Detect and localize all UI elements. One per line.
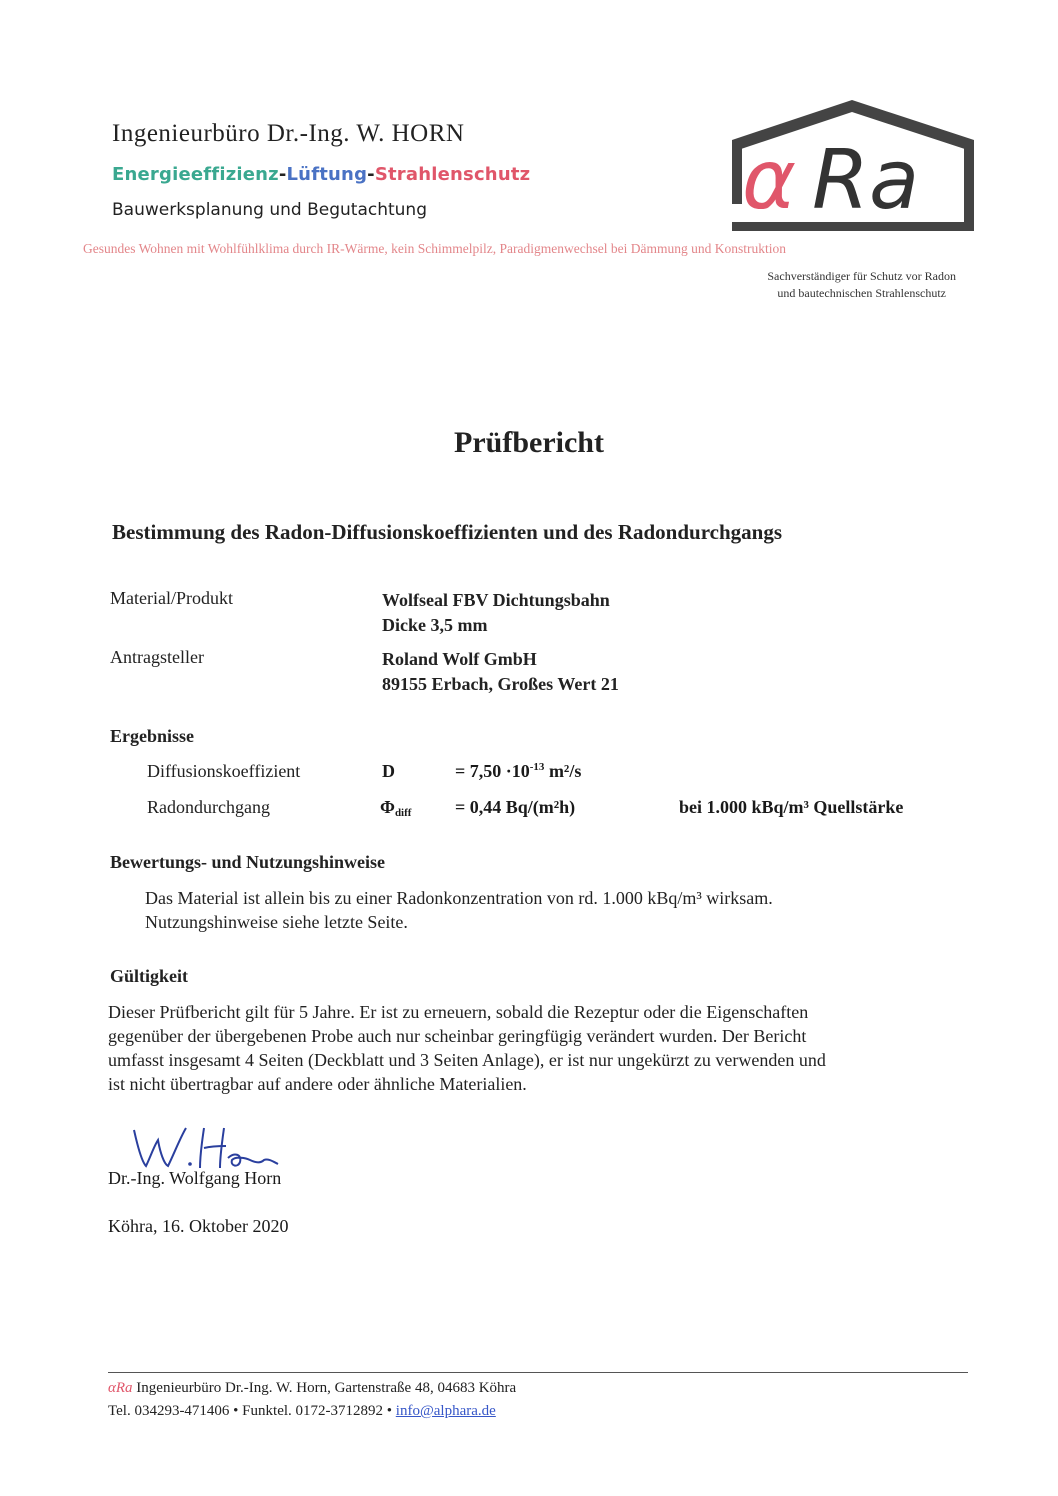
logo-alpha: α bbox=[742, 133, 797, 228]
footer-email-link[interactable]: info@alphara.de bbox=[395, 1403, 496, 1419]
diffusion-symbol: D bbox=[382, 761, 395, 781]
slogan-ventilation: Lüftung bbox=[286, 164, 368, 185]
validity-heading: Gültigkeit bbox=[110, 966, 189, 986]
logo-ra: Ra bbox=[812, 133, 920, 228]
signer-name: Dr.-Ing. Wolfgang Horn bbox=[108, 1168, 282, 1188]
company-logo bbox=[728, 96, 978, 236]
footer-address-text: Ingenieurbüro Dr.-Ing. W. Horn, Gartenstraße 48, 04683 Köhra bbox=[132, 1380, 517, 1396]
footer-phone: Tel. 034293-471406 • Funktel. 0172-3712892 • bbox=[108, 1403, 396, 1419]
slogan bbox=[112, 164, 530, 185]
diffusion-exponent: -13 bbox=[529, 761, 545, 773]
logo-wall-left bbox=[732, 140, 742, 204]
material-value bbox=[382, 588, 610, 638]
diffusion-value-prefix: = 7,50 ·10 bbox=[455, 761, 530, 781]
material-label: Material/Produkt bbox=[110, 588, 233, 608]
assessment-line-2: Nutzungshinweise siehe letzte Seite. bbox=[145, 912, 408, 932]
assessment-text bbox=[145, 886, 773, 934]
service-line: Bauwerksplanung und Begutachtung bbox=[112, 200, 427, 220]
footer-address bbox=[108, 1380, 516, 1397]
validity-line-1: Dieser Prüfbericht gilt für 5 Jahre. Er ist zu erneuern, sobald die Rezeptur oder die Eigenschaften bbox=[108, 1002, 809, 1022]
page-subtitle: Bestimmung des Radon-Diffusionskoeffizienten und des Radondurchgangs bbox=[112, 520, 782, 544]
radon-label: Radondurchgang bbox=[147, 797, 270, 817]
applicant-value bbox=[382, 647, 619, 697]
slogan-separator: - bbox=[367, 164, 375, 185]
phi-subscript: diff bbox=[394, 807, 412, 819]
slogan-separator: - bbox=[278, 164, 287, 185]
assessment-heading: Bewertungs- und Nutzungshinweise bbox=[110, 852, 386, 872]
office-name: Ingenieurbüro Dr.-Ing. W. HORN bbox=[112, 120, 465, 147]
diffusion-label: Diffusionskoeffizient bbox=[147, 761, 301, 781]
footer-contact bbox=[108, 1403, 496, 1420]
tagline: Gesundes Wohnen mit Wohlfühlklima durch IR-Wärme, kein Schimmelpilz, Paradigmenwechsel bei Dämmung und Konstruktion bbox=[83, 241, 786, 256]
validity-text bbox=[108, 1000, 826, 1096]
phi-symbol: Φ bbox=[380, 797, 395, 817]
expert-line-1: Sachverständiger für Schutz vor Radon bbox=[767, 269, 956, 283]
radon-symbol bbox=[380, 797, 411, 819]
expert-note bbox=[767, 268, 956, 302]
applicant-label: Antragsteller bbox=[110, 647, 204, 667]
place-date: Köhra, 16. Oktober 2020 bbox=[108, 1216, 289, 1236]
assessment-line-1: Das Material ist allein bis zu einer Radonkonzentration von rd. 1.000 kBq/m³ wirksam. bbox=[145, 888, 773, 908]
radon-value: = 0,44 Bq/(m²h) bbox=[455, 797, 576, 817]
logo-wall-right bbox=[964, 140, 974, 230]
material-line-2: Dicke 3,5 mm bbox=[382, 615, 488, 635]
slogan-radiation: Strahlenschutz bbox=[374, 164, 531, 185]
applicant-line-1: Roland Wolf GmbH bbox=[382, 649, 537, 669]
validity-line-2: gegenüber der übergebenen Probe auch nur scheinbar geringfügig verändert wurden. Der Bericht bbox=[108, 1026, 807, 1046]
footer-divider bbox=[108, 1372, 968, 1373]
material-line-1: Wolfseal FBV Dichtungsbahn bbox=[382, 590, 610, 610]
page-title: Prüfbericht bbox=[454, 426, 604, 459]
diffusion-unit: m²/s bbox=[544, 761, 582, 781]
applicant-line-2: 89155 Erbach, Großes Wert 21 bbox=[382, 674, 619, 694]
results-heading: Ergebnisse bbox=[110, 726, 195, 746]
footer-brand: αRa bbox=[108, 1380, 133, 1396]
diffusion-value bbox=[455, 761, 581, 782]
expert-line-2: und bautechnischen Strahlenschutz bbox=[777, 286, 946, 300]
validity-line-3: umfasst insgesamt 4 Seiten (Deckblatt und 3 Seiten Anlage), er ist nur ungekürzt zu verwenden und bbox=[108, 1050, 826, 1070]
slogan-energy: Energieeffizienz bbox=[112, 164, 279, 185]
radon-note: bei 1.000 kBq/m³ Quellstärke bbox=[679, 797, 904, 817]
validity-line-4: ist nicht übertragbar auf andere oder ähnliche Materialien. bbox=[108, 1074, 527, 1094]
